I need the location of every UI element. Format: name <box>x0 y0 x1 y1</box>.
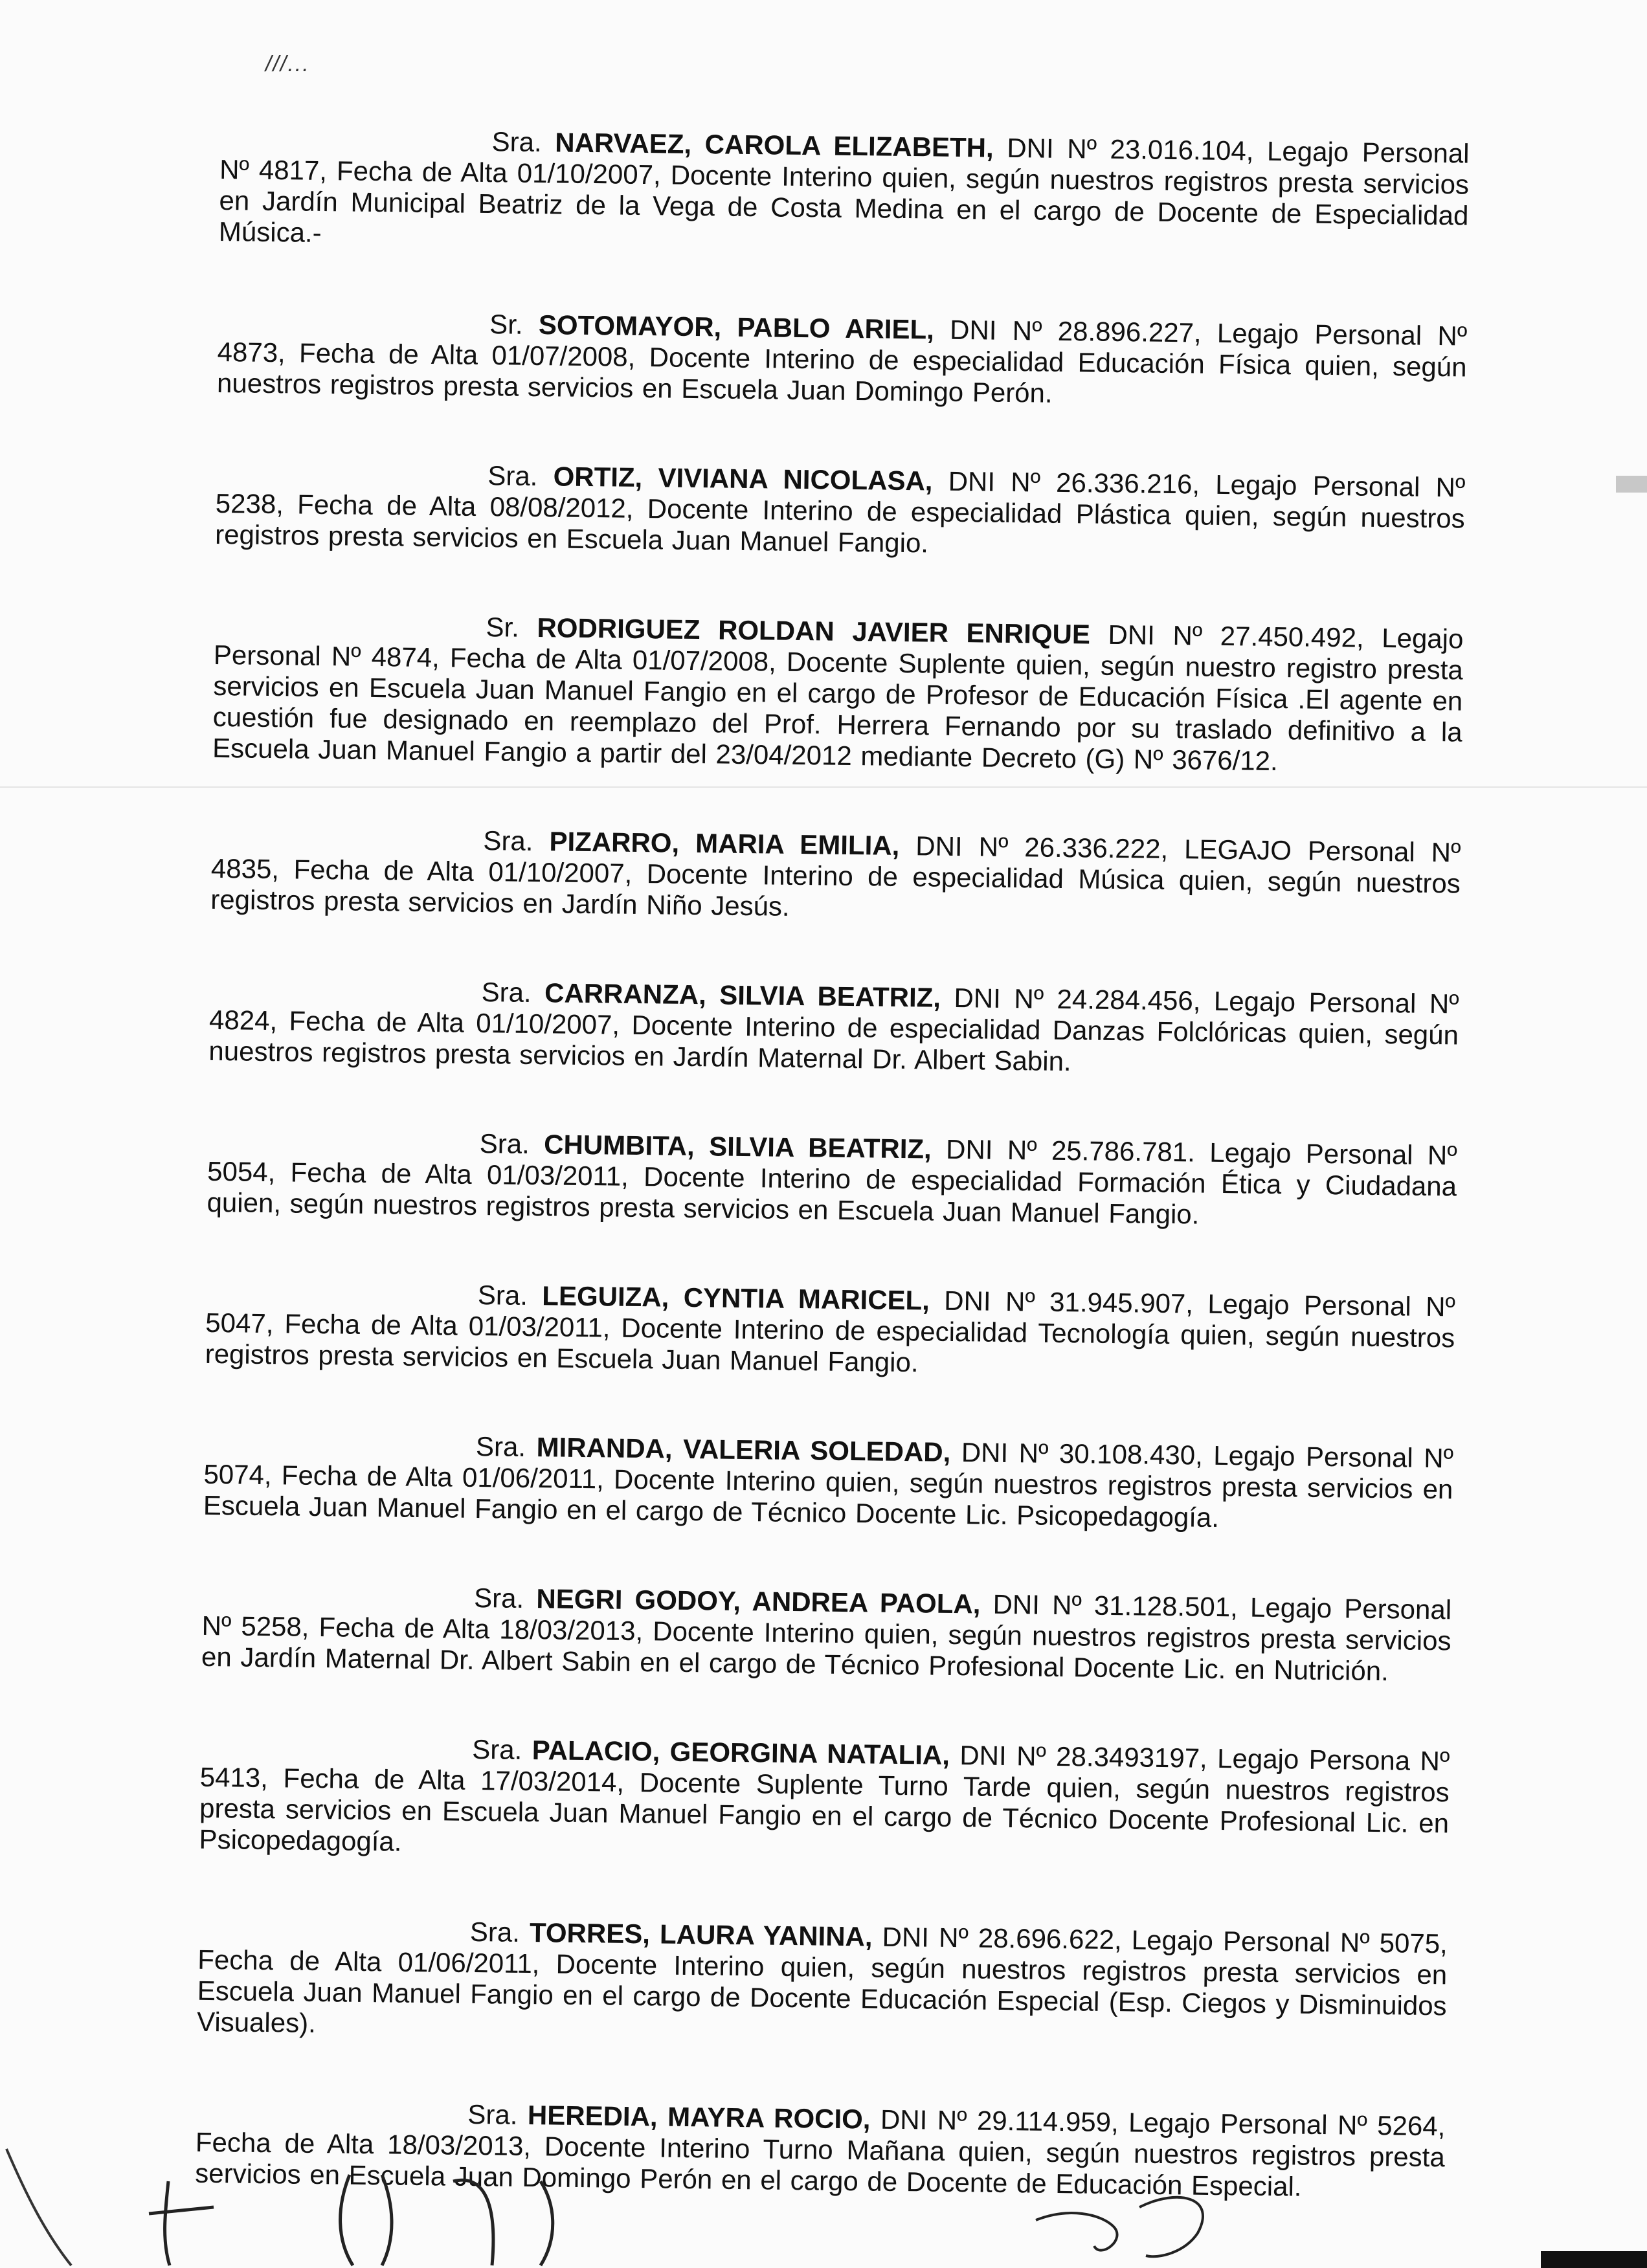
entry-sotomayor: Sr. SOTOMAYOR, PABLO ARIEL, DNI Nº 28.896.227, Legajo Personal Nº 4873, Fecha de Alta 01/07/2008, Docente Interino de especialidad Educación Física quien, según nuestros registros presta servicios en Escuela Juan Domingo Perón. <box>216 309 1468 408</box>
entry-palacio: Sra. PALACIO, GEORGINA NATALIA, DNI Nº 28.3493197, Legajo Persona Nº 5413, Fecha de Alta 17/03/2014, Docente Suplente Turno Tarde quien, según nuestros registros presta servicios en Escuela Juan Manuel Fangio en el cargo de Técnico Docente Profesional Lic. en Psicopedagogía. <box>199 1733 1450 1857</box>
entry-carranza: Sra. CARRANZA, SILVIA BEATRIZ, DNI Nº 24.284.456, Legajo Personal Nº 4824, Fecha de Alta 01/10/2007, Docente Interino de especialidad Danzas Folclóricas quien, según nuestros registros presta servicios en Jardín Maternal Dr. Albert Sabin. <box>208 977 1459 1077</box>
entry-heredia: Sra. HEREDIA, MAYRA ROCIO, DNI Nº 29.114.959, Legajo Personal Nº 5264, Fecha de Alta 18/03/2013, Docente Interino Turno Mañana quien, según nuestros registros presta servicios en Escuela Juan Domingo Perón en el cargo de Docente de Educación Especial. <box>195 2098 1446 2202</box>
entry-negri-godoy: Sra. NEGRI GODOY, ANDREA PAOLA, DNI Nº 31.128.501, Legajo Personal Nº 5258, Fecha de Alta 18/03/2013, Docente Interino quien, según nuestros registros presta servicios en Jardín Maternal Dr. Albert Sabin en el cargo de Técnico Profesional Docente Lic. en Nutrición. <box>201 1582 1452 1687</box>
entry-narvaez: Sra. NARVAEZ, CAROLA ELIZABETH, DNI Nº 23.016.104, Legajo Personal Nº 4817, Fecha de Alta 01/10/2007, Docente Interino quien, según nuestros registros presta servicios en Jardín Municipal Beatriz de la Vega de Costa Medina en el cargo de Docente de Especialidad Música.- <box>218 126 1470 248</box>
entry-rodriguez-roldan: Sr. RODRIGUEZ ROLDAN JAVIER ENRIQUE DNI Nº 27.450.492, Legajo Personal Nº 4874, Fecha de Alta 01/07/2008, Docente Suplente quien, según nuestro registro presta servicios en Escuela Juan Manuel Fangio en el cargo de Profesor de Educación Física .El agente en cuestión fue designado en reemplazo del Prof. Herrera Fernando por su traslado definitivo a la Escuela Juan Manuel Fangio a partir del 23/04/2012 mediante Decreto (G) Nº 3676/12. <box>212 612 1464 777</box>
scan-edge-mark <box>1616 476 1647 493</box>
entry-leguiza: Sra. LEGUIZA, CYNTIA MARICEL, DNI Nº 31.945.907, Legajo Personal Nº 5047, Fecha de Alta 01/03/2011, Docente Interino de especialidad Tecnología quien, según nuestros registros presta servicios en Escuela Juan Manuel Fangio. <box>205 1279 1456 1378</box>
signature-stroke <box>1036 2197 1203 2256</box>
handwritten-signatures <box>0 2136 1647 2268</box>
signature-stroke <box>6 2149 71 2265</box>
signature-stroke <box>341 2175 392 2265</box>
entry-ortiz: Sra. ORTIZ, VIVIANA NICOLASA, DNI Nº 26.336.216, Legajo Personal Nº 5238, Fecha de Alta 08/08/2012, Docente Interino de especialidad Plástica quien, según nuestros registros presta servicios en Escuela Juan Manuel Fangio. <box>214 460 1466 559</box>
entry-miranda: Sra. MIRANDA, VALERIA SOLEDAD, DNI Nº 30.108.430, Legajo Personal Nº 5074, Fecha de Alta 01/06/2011, Docente Interino quien, según nuestros registros presta servicios en Escuela Juan Manuel Fangio en el cargo de Técnico Docente Lic. Psicopedagogía. <box>203 1430 1454 1533</box>
personnel-entries <box>194 123 1470 2262</box>
entry-chumbita: Sra. CHUMBITA, SILVIA BEATRIZ, DNI Nº 25.786.781. Legajo Personal Nº 5054, Fecha de Alta 01/03/2011, Docente Interino de especialidad Formación Ética y Ciudadana quien, según nuestros registros presta servicios en Escuela Juan Manuel Fangio. <box>207 1128 1457 1230</box>
continuation-mark: ///... <box>265 52 310 76</box>
entry-torres: Sra. TORRES, LAURA YANINA, DNI Nº 28.696.622, Legajo Personal Nº 5075, Fecha de Alta 01/06/2011, Docente Interino quien, según nuestros registros presta servicios en Escuela Juan Manuel Fangio en el cargo de Docente Educación Especial (Esp. Ciegos y Disminuidos Visuales). <box>196 1916 1448 2039</box>
signature-stroke <box>453 2180 553 2265</box>
entry-pizarro: Sra. PIZARRO, MARIA EMILIA, DNI Nº 26.336.222, LEGAJO Personal Nº 4835, Fecha de Alta 01/10/2007, Docente Interino de especialidad Música quien, según nuestros registros presta servicios en Jardín Niño Jesús. <box>210 825 1461 922</box>
scan-edge-bar <box>1541 2251 1647 2268</box>
signature-stroke <box>149 2181 214 2265</box>
